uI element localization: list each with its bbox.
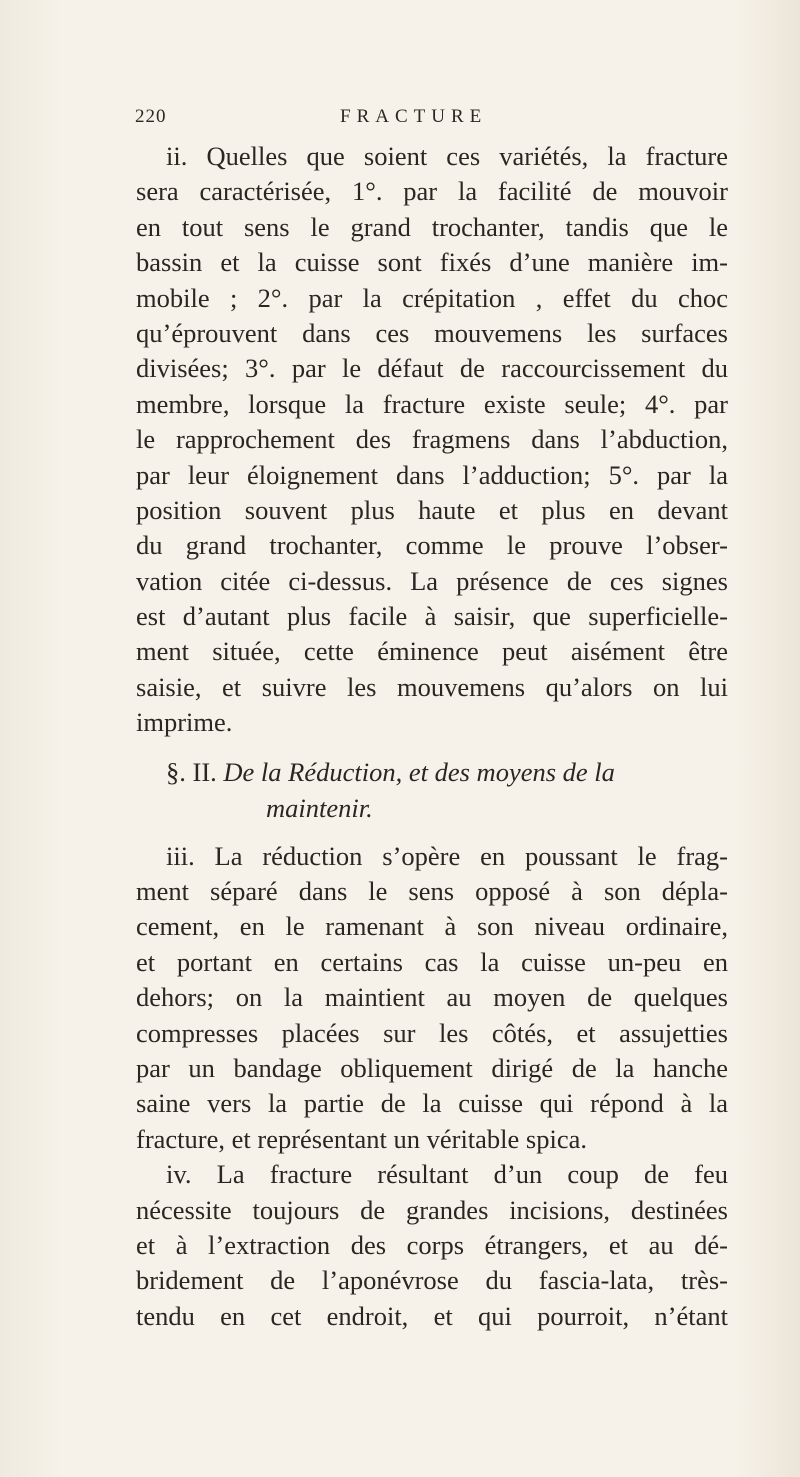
section-heading-line	[136, 755, 728, 791]
text-line: est d’autant plus facile à saisir, que superficielle-	[136, 601, 728, 632]
text-line: bridement de l’aponévrose du fascia-lata, très-	[136, 1265, 728, 1296]
text-line: tendu en cet endroit, et qui pourroit, n’étant	[136, 1300, 728, 1331]
text-line: imprime.	[136, 707, 233, 738]
body-text	[136, 139, 728, 1334]
text-line: dehors; on la maintient au moyen de quelques	[136, 982, 728, 1013]
section-title: De la Réduction, et des moyens de la	[223, 756, 615, 787]
text-line: saisie, et suivre les mouvemens qu’alors on lui	[136, 671, 728, 702]
text-line: ment située, cette éminence peut aisément être	[136, 636, 728, 667]
text-line: fracture, et représentant un véritable spica.	[136, 1123, 588, 1154]
page-number: 220	[135, 106, 167, 127]
section-mark: §. II.	[166, 756, 217, 787]
text-line: membre, lorsque la fracture existe seule; 4°. par	[136, 388, 728, 419]
section-title-continuation: maintenir.	[266, 792, 373, 823]
text-line: saine vers la partie de la cuisse qui répond à la	[136, 1088, 728, 1119]
text-line: cement, en le ramenant à son niveau ordinaire,	[136, 911, 728, 942]
text-line: sera caractérisée, 1°. par la facilité de mouvoir	[136, 176, 728, 207]
text-line: divisées; 3°. par le défaut de raccourcissement du	[136, 353, 728, 384]
text-line: par leur éloignement dans l’adduction; 5°. par la	[136, 459, 728, 490]
text-line: du grand trochanter, comme le prouve l’obser-	[136, 530, 728, 561]
text-line: nécessite toujours de grandes incisions, destinées	[136, 1194, 728, 1225]
text-line: iii. La réduction s’opère en poussant le frag-	[166, 840, 728, 871]
page-header	[135, 106, 715, 138]
paragraph-iv	[136, 1157, 728, 1334]
text-line: compresses placées sur les côtés, et assujetties	[136, 1017, 728, 1048]
text-line: par un bandage obliquement dirigé de la hanche	[136, 1052, 728, 1083]
text-line: bassin et la cuisse sont fixés d’une manière im-	[136, 247, 728, 278]
section-heading	[136, 755, 728, 827]
paragraph-iii	[136, 839, 728, 1158]
text-line: en tout sens le grand trochanter, tandis que le	[136, 211, 728, 242]
text-line: position souvent plus haute et plus en devant	[136, 494, 728, 525]
text-line: et portant en certains cas la cuisse un-peu en	[136, 946, 728, 977]
text-line: iv. La fracture résultant d’un coup de feu	[166, 1159, 728, 1190]
text-line: vation citée ci-dessus. La présence de ces signes	[136, 565, 728, 596]
paragraph-ii	[136, 139, 728, 741]
text-line: qu’éprouvent dans ces mouvemens les surfaces	[136, 317, 728, 348]
text-line: mobile ; 2°. par la crépitation , effet du choc	[136, 282, 728, 313]
text-line: ii. Quelles que soient ces variétés, la fracture	[166, 141, 728, 171]
text-line: le rapprochement des fragmens dans l’abduction,	[136, 424, 728, 455]
text-line: et à l’extraction des corps étrangers, et au dé-	[136, 1229, 728, 1260]
text-line: ment séparé dans le sens opposé à son dépla-	[136, 876, 728, 907]
running-title: FRACTURE	[340, 106, 488, 127]
